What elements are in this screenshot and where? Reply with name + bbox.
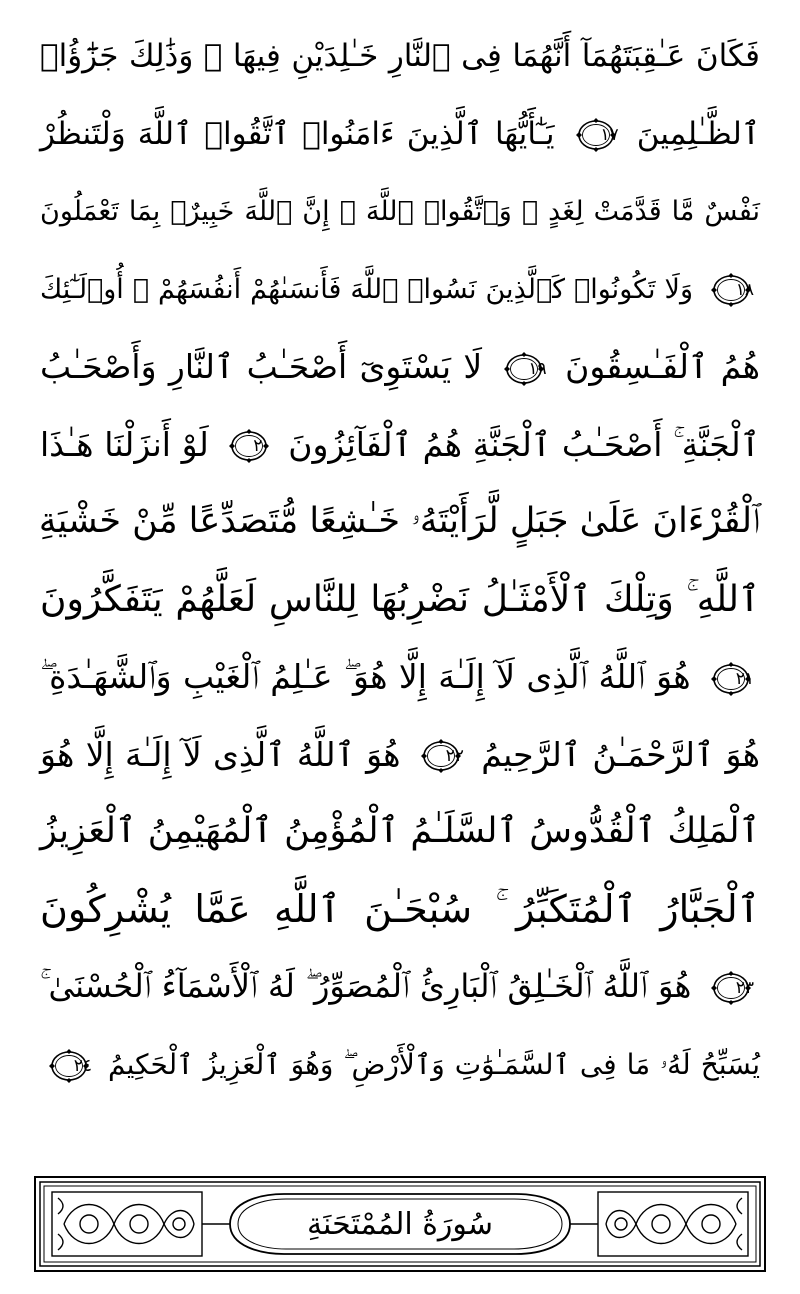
ayah-number-marker bbox=[708, 968, 754, 1008]
verse-text: لَا يَسْتَوِىٓ أَصْحَـٰبُ ٱلنَّارِ وَأَصْحَـٰبُ bbox=[40, 347, 483, 386]
surah-header-banner bbox=[34, 1176, 766, 1272]
ayah-number: ١٧ bbox=[600, 125, 619, 145]
verse-line bbox=[40, 173, 760, 251]
verse-line bbox=[40, 328, 760, 406]
verse-text: هُمُ ٱلْفَـٰسِقُونَ bbox=[565, 347, 761, 386]
verse-text: ٱلْمَلِكُ ٱلْقُدُّوسُ ٱلسَّلَـٰمُ ٱلْمُؤْمِنُ ٱلْمُهَيْمِنُ ٱلْعَزِيزُ bbox=[40, 811, 760, 851]
verse-line bbox=[40, 96, 760, 174]
verse-text: هُوَ ٱللَّهُ ٱلْخَـٰلِقُ ٱلْبَارِئُ ٱلْمُصَوِّرُ ۖ لَهُ ٱلْأَسْمَآءُ ٱلْحُسْنَىٰ ۚ bbox=[40, 967, 692, 1005]
ayah-number-marker bbox=[46, 1046, 92, 1086]
verse-text: فَكَانَ عَـٰقِبَتَهُمَآ أَنَّهُمَا فِى ٱلنَّارِ خَـٰلِدَيْنِ فِيهَا ۚ وَذَٰلِكَ جَزَٰٓؤُا۟ bbox=[40, 38, 760, 74]
verse-text: لَوْ أَنزَلْنَا هَـٰذَا bbox=[40, 424, 209, 464]
ayah-number: ١٩ bbox=[528, 358, 547, 379]
ayah-number-marker bbox=[573, 115, 619, 155]
verse-text: يُسَبِّحُ لَهُۥ مَا فِى ٱلسَّمَـٰوَٰتِ وَٱلْأَرْضِ ۖ وَهُوَ ٱلْعَزِيزُ ٱلْحَكِيمُ bbox=[108, 1047, 760, 1081]
verse-text: هُوَ ٱلرَّحْمَـٰنُ ٱلرَّحِيمُ bbox=[481, 734, 761, 774]
verse-line bbox=[40, 483, 760, 561]
ayah-number-marker bbox=[708, 270, 754, 310]
verse-text: ٱلظَّـٰلِمِينَ bbox=[636, 115, 760, 152]
verse-text: هُوَ ٱللَّهُ ٱلَّذِى لَآ إِلَـٰهَ إِلَّا هُوَ bbox=[40, 734, 401, 774]
verse-line bbox=[40, 638, 760, 716]
verse-text: وَلَا تَكُونُوا۟ كَٱلَّذِينَ نَسُوا۟ ٱللَّهَ فَأَنسَىٰهُمْ أَنفُسَهُمْ ۚ أُو۟لَـٰٓئِكَ bbox=[40, 273, 693, 305]
verse-text: نَفْسٌ مَّا قَدَّمَتْ لِغَدٍ ۖ وَٱتَّقُوا۟ ٱللَّهَ ۚ إِنَّ ٱللَّهَ خَبِيرٌۢ بِمَا تَعْمَلُونَ bbox=[40, 196, 760, 227]
ayah-number: ٢٢ bbox=[445, 746, 464, 766]
verse-line bbox=[40, 1026, 760, 1104]
surah-title: سُورَةُ المُمْتَحَنَةِ bbox=[306, 1207, 494, 1242]
verse-line bbox=[40, 406, 760, 484]
verse-line bbox=[40, 251, 760, 329]
verse-line bbox=[40, 793, 760, 871]
ayah-number: ١٨ bbox=[735, 280, 754, 300]
ayah-number: ٢١ bbox=[735, 668, 754, 689]
verse-line bbox=[40, 948, 760, 1026]
ayah-number: ٢٤ bbox=[73, 1055, 92, 1076]
ayah-number: ٢٠ bbox=[253, 436, 272, 456]
verse-line bbox=[40, 871, 760, 949]
verse-text: ٱلْجَبَّارُ ٱلْمُتَكَبِّرُ ۚ سُبْحَـٰنَ ٱللَّهِ عَمَّا يُشْرِكُونَ bbox=[40, 886, 760, 931]
verse-line bbox=[40, 18, 760, 96]
ayah-number-marker bbox=[418, 736, 464, 776]
ayah-number: ٢٣ bbox=[735, 978, 755, 998]
verse-line bbox=[40, 716, 760, 794]
ayah-number-marker bbox=[226, 426, 272, 466]
verse-lines bbox=[40, 18, 760, 1103]
verse-text: هُوَ ٱللَّهُ ٱلَّذِى لَآ إِلَـٰهَ إِلَّا هُوَ ۖ عَـٰلِمُ ٱلْغَيْبِ وَٱلشَّهَـٰدَةِ ۖ bbox=[40, 657, 691, 696]
verse-text: ٱللَّهِ ۚ وَتِلْكَ ٱلْأَمْثَـٰلُ نَضْرِبُهَا لِلنَّاسِ لَعَلَّهُمْ يَتَفَكَّرُونَ bbox=[40, 578, 760, 620]
verse-text: يَـٰٓأَيُّهَا ٱلَّذِينَ ءَامَنُوا۟ ٱتَّقُوا۟ ٱللَّهَ وَلْتَنظُرْ bbox=[40, 115, 555, 152]
ayah-number-marker bbox=[708, 659, 754, 699]
verse-text: ٱلْقُرْءَانَ عَلَىٰ جَبَلٍ لَّرَأَيْتَهُۥ خَـٰشِعًا مُّتَصَدِّعًا مِّنْ خَشْيَةِ bbox=[38, 501, 760, 541]
verse-text: ٱلْجَنَّةِ ۚ أَصْحَـٰبُ ٱلْجَنَّةِ هُمُ ٱلْفَآئِزُونَ bbox=[288, 424, 760, 464]
verse-line bbox=[40, 561, 760, 639]
ayah-number-marker bbox=[501, 349, 547, 389]
